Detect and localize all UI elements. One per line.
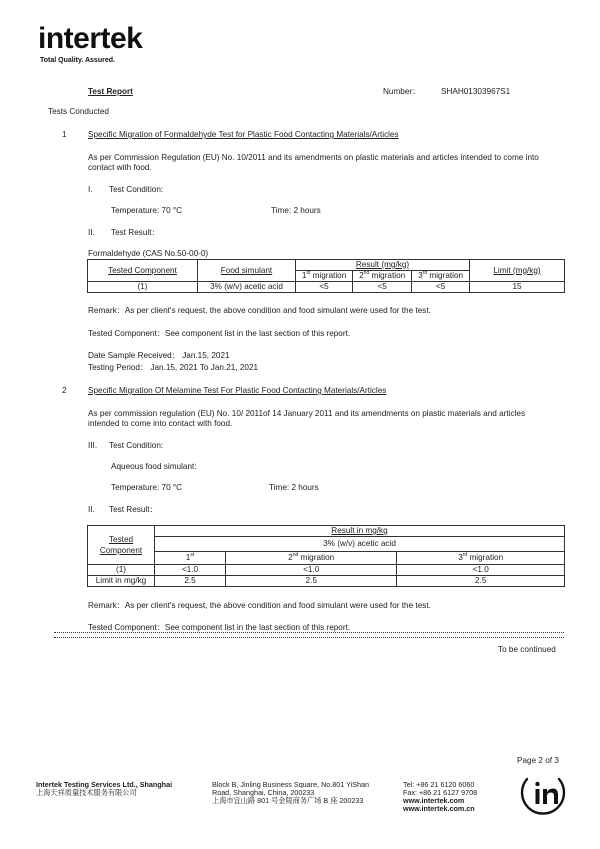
section1-time: Time: 2 hours <box>271 206 321 215</box>
date-sample-received: Date Sample Received： Jan.15, 2021 <box>88 351 230 360</box>
footer-company-en: Intertek Testing Services Ltd., Shanghai <box>36 780 173 789</box>
footer-fax: Fax: +86 21 6127 9708 <box>403 788 478 797</box>
section2-temperature: Temperature: 70 °C <box>111 483 183 492</box>
footer-web-link-cn[interactable]: www.intertek.com.cn <box>403 804 475 813</box>
section1-title: Specific Migration of Formaldehyde Test for Plastic Food Contacting Materials/Articles <box>88 130 399 139</box>
section2-result-number: II. <box>88 505 95 514</box>
melamine-result-table <box>87 525 565 587</box>
section2-title: Specific Migration Of Melamine Test For Plastic Food Contacting Materials/Articles <box>88 386 387 395</box>
table-cell: Limit in mg/kg <box>88 576 155 587</box>
section2-simulant-line: Aqueous food simulant: <box>111 462 197 471</box>
section1-result-number: II. <box>88 228 95 237</box>
section1-condition-label: Test Condition: <box>109 185 164 194</box>
footer-company-cn: 上海天祥质量技术服务有限公司 <box>36 788 137 797</box>
number-label: Number： <box>383 87 421 96</box>
report-title: Test Report <box>88 87 133 96</box>
table-cell: 2.5 <box>397 576 565 587</box>
table-row <box>88 576 565 587</box>
table-header-result: Result (mg/kg) <box>296 260 470 271</box>
table-header-migration-3: 3rd migration <box>412 271 470 282</box>
logo-tagline: Total Quality. Assured. <box>40 57 115 64</box>
intertek-logo: intertek <box>38 22 143 55</box>
section2-remark: Remark：As per client's request, the above condition and food simulant were used for the test. <box>88 601 431 610</box>
footer-address-line-3: 上海市宜山路 801 号金陵商务广场 B 座 200233 <box>212 796 364 805</box>
table-cell: (1) <box>88 565 155 576</box>
table-cell: <1.0 <box>155 565 226 576</box>
table-cell: 2.5 <box>226 576 397 587</box>
section2-condition-label: Test Condition: <box>109 441 164 450</box>
section2-result-label: Test Result： <box>109 505 158 514</box>
table-row <box>88 282 565 293</box>
table-header-migration-1: 1st migration <box>296 271 353 282</box>
section1-temperature: Temperature: 70 °C <box>111 206 183 215</box>
page-number: Page 2 of 3 <box>517 756 559 765</box>
table-cell: <5 <box>412 282 470 293</box>
table-cell: <1.0 <box>226 565 397 576</box>
table-cell: <5 <box>296 282 353 293</box>
table-row <box>88 565 565 576</box>
footer-address-line-2: Road, Shanghai, China, 200233 <box>212 788 315 797</box>
section1-result-label: Test Result： <box>111 228 160 237</box>
section1-condition-number: I. <box>88 185 93 194</box>
section2-tested-component: Tested Component：See component list in the last section of this report. <box>88 623 351 632</box>
section2-intro: As per commission regulation (EU) No. 10/ 2011of 14 January 2011 and its amendments on plastic materials and articles intended to come into contact with food. <box>88 409 526 429</box>
table-cell: <5 <box>353 282 412 293</box>
table-cell: <1.0 <box>397 565 565 576</box>
table-cell: (1) <box>88 282 198 293</box>
section1-intro: As per Commission Regulation (EU) No. 10/2011 and its amendments on plastic materials and articles intended to come into contact with food. <box>88 153 539 173</box>
table-cell: 3% (w/v) acetic acid <box>198 282 296 293</box>
asterisk-divider <box>54 632 564 638</box>
tests-conducted-heading: Tests Conducted <box>48 107 109 116</box>
section1-substance: Formaldehyde (CAS No.50-00-0) <box>88 249 209 258</box>
section1-index: 1 <box>62 130 67 139</box>
formaldehyde-result-table <box>87 259 565 293</box>
section2-condition-number: III. <box>88 441 98 450</box>
report-number: SHAH01303967S1 <box>441 87 511 96</box>
footer-web-link[interactable]: www.intertek.com <box>403 796 465 805</box>
section2-index: 2 <box>62 386 67 395</box>
table-header-migration-2: 2nd migration <box>353 271 412 282</box>
table-cell: 2.5 <box>155 576 226 587</box>
table-cell: 15 <box>470 282 565 293</box>
table-header-simulant: 3% (w/v) acetic acid <box>155 537 565 552</box>
to-be-continued: To be continued <box>498 645 556 654</box>
table-header-simulant: Food simulant <box>198 260 296 282</box>
table-header-limit: Limit (mg/kg) <box>470 260 565 282</box>
table-header-component: Tested Component <box>88 526 155 565</box>
section1-tested-component: Tested Component：See component list in the last section of this report. <box>88 329 351 338</box>
section2-time: Time: 2 hours <box>269 483 319 492</box>
testing-period: Testing Period： Jan.15, 2021 To Jan.21, 2021 <box>88 363 259 372</box>
section1-remark: Remark：As per client's request, the above condition and food simulant were used for the test. <box>88 306 431 315</box>
table-header-migration-2: 2nd migration <box>226 552 397 565</box>
table-header-component: Tested Component <box>88 260 198 282</box>
footer-tel: Tel: +86 21 6120 6060 <box>403 780 475 789</box>
footer-address-line-1: Block B, Jinling Business Square, No.801 YiShan <box>212 780 370 789</box>
table-header-migration-3: 3rd migration <box>397 552 565 565</box>
intertek-in-badge-icon <box>518 771 568 819</box>
table-header-migration-1: 1st <box>155 552 226 565</box>
table-header-result: Result in mg/kg <box>155 526 565 537</box>
